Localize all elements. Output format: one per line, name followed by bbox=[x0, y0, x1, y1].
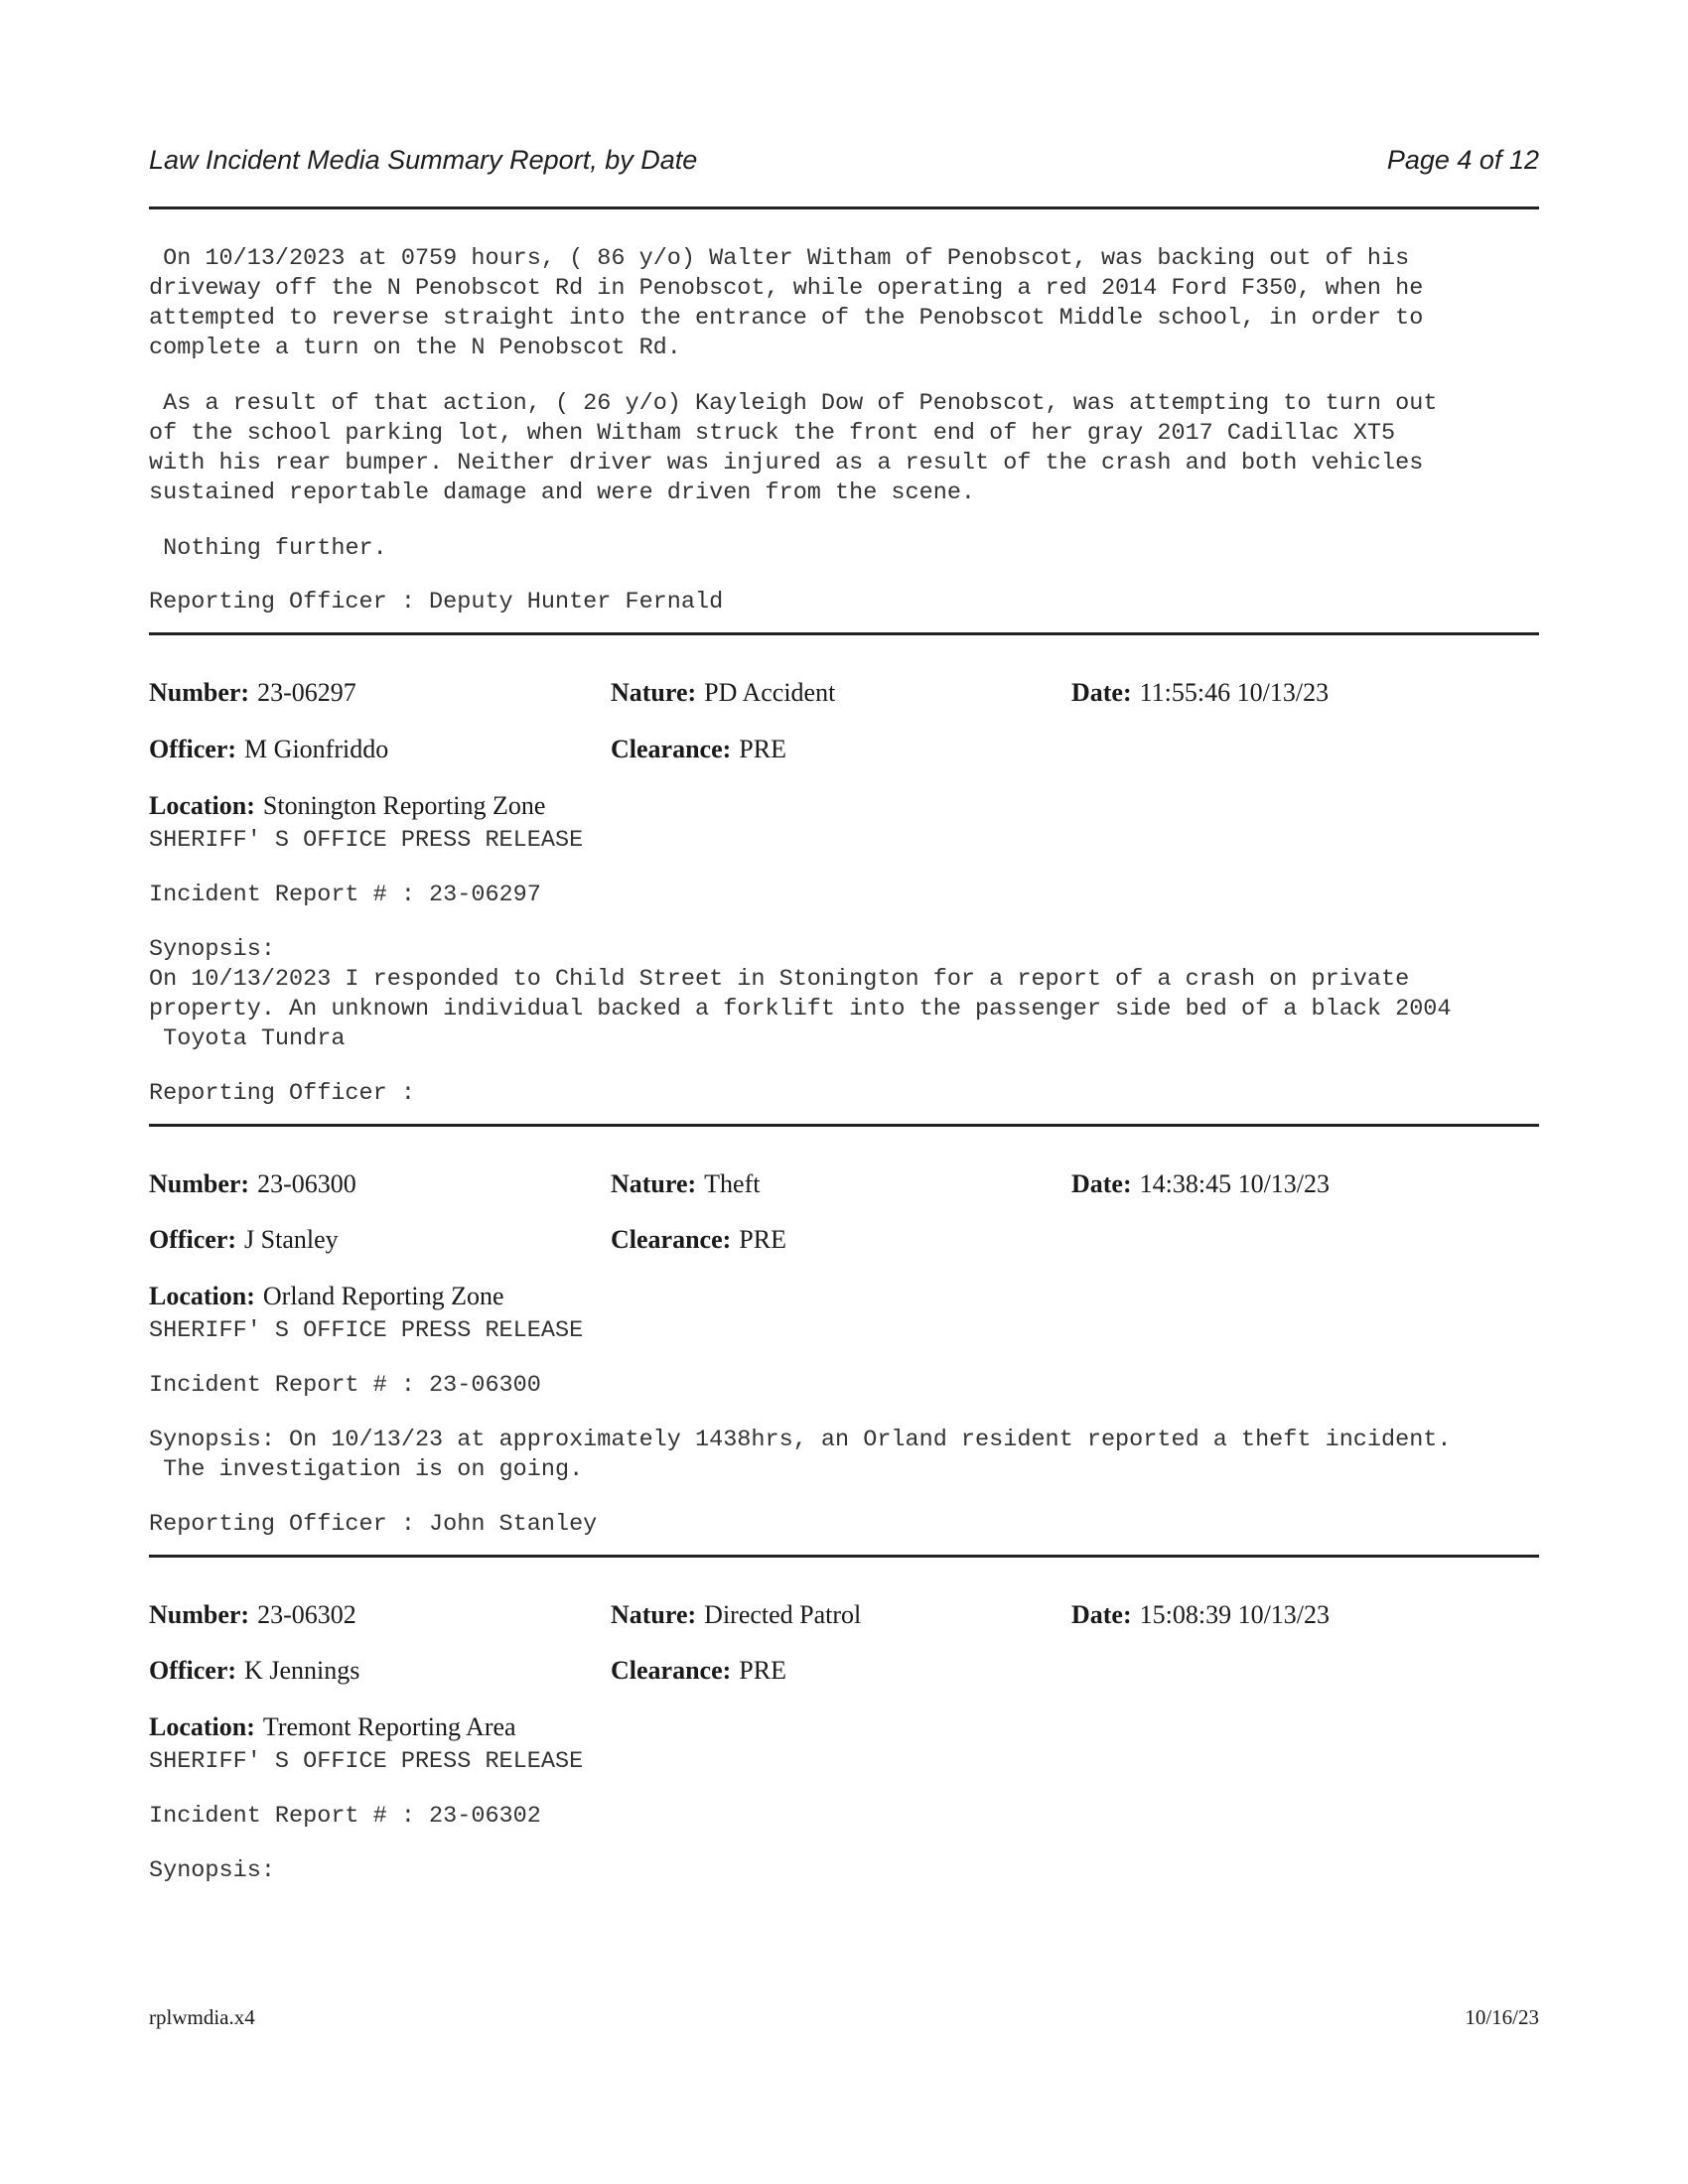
footer-print-date: 10/16/23 bbox=[1465, 2005, 1539, 2029]
page-number: Page 4 of 12 bbox=[1386, 145, 1539, 175]
reporting-officer: Reporting Officer : bbox=[149, 1080, 415, 1107]
incident-nature: Nature: Directed Patrol bbox=[611, 1600, 862, 1629]
incident-nature: Nature: Theft bbox=[611, 1169, 761, 1198]
incident-report-number: Incident Report # : 23-06302 bbox=[149, 1803, 541, 1830]
incident-officer: Officer: M Gionfriddo bbox=[149, 735, 389, 763]
incident-number: Number: 23-06302 bbox=[149, 1600, 356, 1629]
incident-report-number: Incident Report # : 23-06300 bbox=[149, 1372, 541, 1399]
incident-synopsis: Synopsis: bbox=[149, 1857, 275, 1884]
continuation-paragraph-1: On 10/13/2023 at 0759 hours, ( 86 y/o) Walter Witham of Penobscot, was backing out of his driveway off the N Penobscot Rd in Penobscot, while operating a red 2014 Ford F350, when he attempted to reverse straight into the entrance of the Penobscot Middle school, in order to complete a turn on the N Penobscot Rd. bbox=[149, 245, 1424, 361]
incident-number: Number: 23-06300 bbox=[149, 1169, 356, 1198]
incident-synopsis: Synopsis: On 10/13/23 at approximately 1438hrs, an Orland resident reported a theft incident. The investigation is on going. bbox=[149, 1427, 1452, 1483]
incident-divider bbox=[149, 1124, 1539, 1127]
incident-location: Location: Stonington Reporting Zone bbox=[149, 791, 546, 820]
incident-date: Date: 15:08:39 10/13/23 bbox=[1071, 1600, 1331, 1629]
incident-date: Date: 14:38:45 10/13/23 bbox=[1071, 1169, 1331, 1198]
report-title: Law Incident Media Summary Report, by Date bbox=[149, 145, 698, 175]
press-release-line: SHERIFF' S OFFICE PRESS RELEASE bbox=[149, 827, 584, 854]
incident-officer: Officer: K Jennings bbox=[149, 1656, 360, 1685]
header-divider bbox=[149, 206, 1539, 209]
incident-divider bbox=[149, 632, 1539, 635]
incident-location: Location: Orland Reporting Zone bbox=[149, 1282, 504, 1310]
report-header bbox=[149, 145, 1539, 181]
incident-clearance: Clearance: PRE bbox=[611, 1225, 786, 1254]
press-release-line: SHERIFF' S OFFICE PRESS RELEASE bbox=[149, 1317, 584, 1344]
incident-location: Location: Tremont Reporting Area bbox=[149, 1712, 516, 1741]
incident-divider bbox=[149, 1555, 1539, 1558]
incident-clearance: Clearance: PRE bbox=[611, 735, 786, 763]
continuation-paragraph-2: As a result of that action, ( 26 y/o) Kayleigh Dow of Penobscot, was attempting to turn out of the school parking lot, when Witham struck the front end of her gray 2017 Cadillac XT5 with his rear bumper. Neither driver was injured as a result of the crash and both vehicles sustained reportable damage and were driven from the scene. bbox=[149, 390, 1438, 506]
incident-officer: Officer: J Stanley bbox=[149, 1225, 339, 1254]
reporting-officer: Reporting Officer : John Stanley bbox=[149, 1511, 598, 1538]
incident-synopsis: Synopsis: On 10/13/2023 I responded to Child Street in Stonington for a report of a crash on private property. An unknown individual backed a forklift into the passenger side bed of a black 2004 Toyota Tundra bbox=[149, 936, 1452, 1052]
continuation-paragraph-3: Nothing further. bbox=[149, 535, 387, 562]
press-release-line: SHERIFF' S OFFICE PRESS RELEASE bbox=[149, 1748, 584, 1775]
reporting-officer: Reporting Officer : Deputy Hunter Fernald bbox=[149, 589, 724, 615]
incident-date: Date: 11:55:46 10/13/23 bbox=[1071, 678, 1330, 707]
footer-report-id: rplwmdia.x4 bbox=[149, 2005, 255, 2029]
incident-number: Number: 23-06297 bbox=[149, 678, 356, 707]
incident-clearance: Clearance: PRE bbox=[611, 1656, 786, 1685]
incident-nature: Nature: PD Accident bbox=[611, 678, 836, 707]
incident-report-number: Incident Report # : 23-06297 bbox=[149, 882, 541, 908]
